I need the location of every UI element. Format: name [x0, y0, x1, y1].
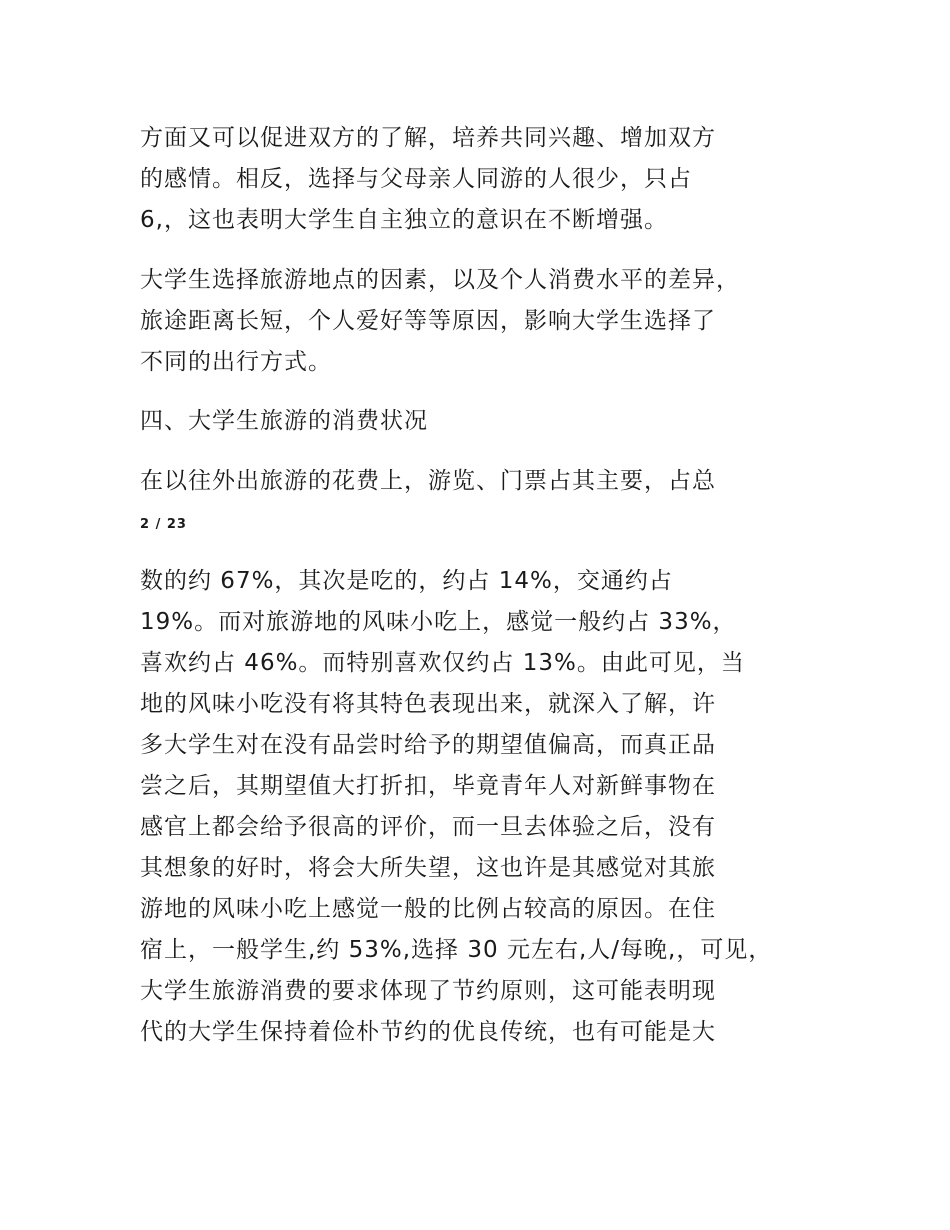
paragraph-line: 不同的出行方式。 — [140, 349, 332, 375]
paragraph-line: 代的大学生保持着俭朴节约的优良传统，也有可能是大 — [140, 1019, 716, 1045]
paragraph-line: 游地的风味小吃上感觉一般的比例占较高的原因。在住 — [140, 896, 716, 922]
page-number: 2 / 23 — [140, 517, 187, 532]
paragraph-line: 大学生选择旅游地点的因素，以及个人消费水平的差异， — [140, 267, 740, 293]
paragraph-line: 方面又可以促进双方的了解，培养共同兴趣、增加双方 — [140, 125, 716, 151]
paragraph-line: 尝之后，其期望值大打折扣，毕竟青年人对新鲜事物在 — [140, 773, 716, 799]
paragraph-line: 19%。而对旅游地的风味小吃上，感觉一般约占 33%， — [140, 609, 737, 635]
paragraph-line: 地的风味小吃没有将其特色表现出来，就深入了解，许 — [140, 691, 716, 717]
paragraph-line: 多大学生对在没有品尝时给予的期望值偏高，而真正品 — [140, 732, 716, 758]
paragraph-line: 数的约 67%，其次是吃的，约占 14%，交通约占 — [140, 568, 673, 594]
paragraph-line: 旅途距离长短，个人爱好等等原因，影响大学生选择了 — [140, 308, 716, 334]
paragraph-line: 大学生旅游消费的要求体现了节约原则，这可能表明现 — [140, 978, 716, 1004]
paragraph-line: 6,，这也表明大学生自主独立的意识在不断增强。 — [140, 207, 668, 233]
paragraph-line: 其想象的好时，将会大所失望，这也许是其感觉对其旅 — [140, 855, 716, 881]
paragraph-line: 在以往外出旅游的花费上，游览、门票占其主要，占总 — [140, 468, 716, 494]
paragraph-line: 感官上都会给予很高的评价，而一旦去体验之后，没有 — [140, 814, 716, 840]
section-heading: 四、大学生旅游的消费状况 — [140, 408, 428, 434]
paragraph-line: 喜欢约占 46%。而特别喜欢仅约占 13%。由此可见，当 — [140, 650, 745, 676]
paragraph-line: 宿上，一般学生,约 53%,选择 30 元左右,人/每晚,，可见， — [140, 937, 773, 963]
paragraph-line: 的感情。相反，选择与父母亲人同游的人很少，只占 — [140, 166, 692, 192]
